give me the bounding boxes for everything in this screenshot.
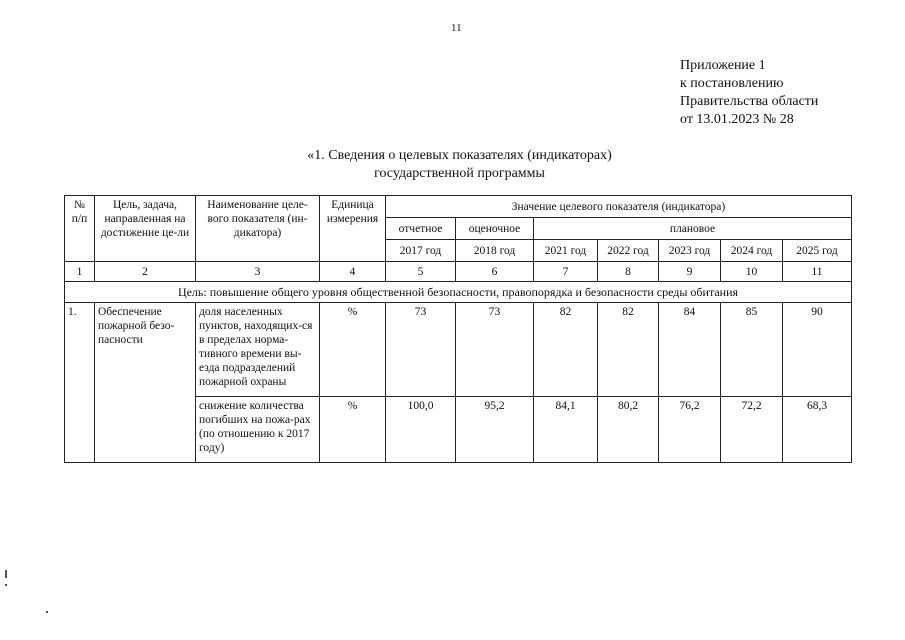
year-cell: 2022 год xyxy=(598,240,659,262)
year-cell: 2017 год xyxy=(386,240,456,262)
indicator-unit: % xyxy=(320,397,386,463)
header-goal: Цель, задача, направленная на достижение це-ли xyxy=(95,196,196,262)
appendix-block xyxy=(680,57,818,129)
column-number: 8 xyxy=(598,262,659,282)
appendix-line: Приложение 1 xyxy=(680,58,766,73)
indicators-table xyxy=(64,195,852,463)
header-unit: Единица измерения xyxy=(320,196,386,262)
value-cell: 84,1 xyxy=(534,397,598,463)
value-cell: 80,2 xyxy=(598,397,659,463)
column-number: 4 xyxy=(320,262,386,282)
appendix-line: от 13.01.2023 № 28 xyxy=(680,112,794,127)
header-indicator-name: Наименование целе-вого показателя (ин-дикатора) xyxy=(196,196,320,262)
value-cell: 73 xyxy=(456,303,534,397)
column-number: 7 xyxy=(534,262,598,282)
row-number: 1. xyxy=(65,303,95,463)
year-cell: 2021 год xyxy=(534,240,598,262)
page-number: 11 xyxy=(451,22,462,34)
header-value: Значение целевого показателя (индикатора) xyxy=(386,196,852,218)
header-estimate: оценочное xyxy=(456,218,534,240)
value-cell: 68,3 xyxy=(783,397,852,463)
title-line: государственной программы xyxy=(374,166,545,181)
indicator-name: снижение количества погибших на пожа-рах (по отношению к 2017 году) xyxy=(196,397,320,463)
document-title xyxy=(0,147,905,183)
column-number: 10 xyxy=(721,262,783,282)
column-number: 11 xyxy=(783,262,852,282)
column-number: 6 xyxy=(456,262,534,282)
column-number: 2 xyxy=(95,262,196,282)
value-cell: 100,0 xyxy=(386,397,456,463)
appendix-line: к постановлению xyxy=(680,76,784,91)
appendix-line: Правительства области xyxy=(680,94,819,109)
column-number: 5 xyxy=(386,262,456,282)
year-cell: 2023 год xyxy=(659,240,721,262)
year-cell: 2025 год xyxy=(783,240,852,262)
scan-mark xyxy=(5,570,7,578)
value-cell: 84 xyxy=(659,303,721,397)
indicator-name: доля населенных пунктов, находящих-ся в пределах норма-тивного времени вы-езда подразделений пожарной охраны xyxy=(196,303,320,397)
value-cell: 95,2 xyxy=(456,397,534,463)
column-number: 3 xyxy=(196,262,320,282)
scan-mark xyxy=(46,611,48,613)
column-number: 9 xyxy=(659,262,721,282)
goal-row: Цель: повышение общего уровня общественной безопасности, правопорядка и безопасности среды обитания xyxy=(65,282,852,303)
year-cell: 2018 год xyxy=(456,240,534,262)
title-line: «1. Сведения о целевых показателях (индикаторах) xyxy=(307,148,612,163)
value-cell: 85 xyxy=(721,303,783,397)
value-cell: 76,2 xyxy=(659,397,721,463)
year-cell: 2024 год xyxy=(721,240,783,262)
value-cell: 73 xyxy=(386,303,456,397)
header-plan: плановое xyxy=(534,218,852,240)
scan-mark xyxy=(5,584,7,586)
value-cell: 90 xyxy=(783,303,852,397)
column-number: 1 xyxy=(65,262,95,282)
value-cell: 82 xyxy=(598,303,659,397)
task-cell: Обеспечение пожарной безо-пасности xyxy=(95,303,196,463)
header-num: № п/п xyxy=(65,196,95,262)
indicator-unit: % xyxy=(320,303,386,397)
value-cell: 72,2 xyxy=(721,397,783,463)
value-cell: 82 xyxy=(534,303,598,397)
header-report: отчетное xyxy=(386,218,456,240)
